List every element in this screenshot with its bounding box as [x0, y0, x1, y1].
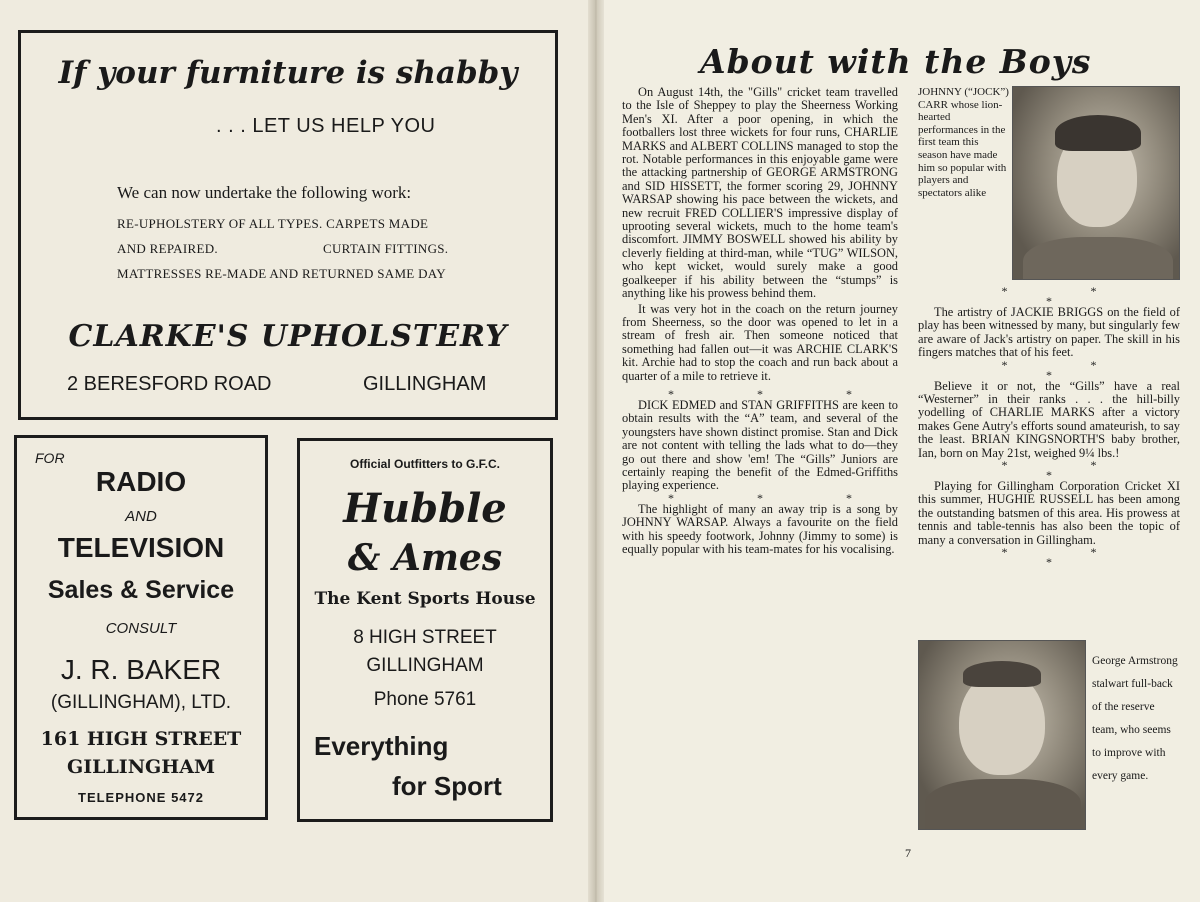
ad-company: (GILLINGHAM), LTD.: [50, 692, 232, 713]
carr-caption: JOHNNY (“JOCK”) CARR whose lion-hearted performances in the first team this season have made him so popular with players and spectators alike: [918, 86, 1009, 199]
ad-town: GILLINGHAM: [66, 756, 216, 778]
section-divider: * * *: [668, 490, 892, 505]
ad-and: AND: [125, 508, 157, 525]
book-gutter: [588, 0, 604, 902]
ad-town: GILLINGHAM: [363, 373, 487, 395]
section-divider: * * *: [1001, 545, 1137, 570]
ad-headline: If your furniture is shabby: [58, 55, 518, 91]
article-paragraph: The highlight of many an away trip is a song by JOHNNY WARSAP. Always a favourite on the field with his speedy footwork, Johnny (Jimmy to some) is equally popular with his team-mates for his vocalising.: [622, 501, 898, 556]
ad-ames-name: & Ames: [347, 537, 503, 579]
ad-sales-service: Sales & Service: [47, 576, 235, 604]
article-column-left: [622, 86, 898, 556]
ad-slogan-line2: for Sport: [392, 771, 502, 801]
ad-address: 2 BERESFORD ROAD: [67, 373, 272, 395]
ad-brand-name: CLARKE'S UPHOLSTERY: [68, 319, 508, 354]
article-paragraph: On August 14th, the "Gills" cricket team travelled to the Isle of Sheppey to play the Sheerness Working Men's XI. After a poor opening, in which the footballers lost three wickets for four runs, CHARLIE MARKS and ALBERT COLLINS managed to stop the rot. Notable performances in this enjoyable game were the attacking partnership of GEORGE ARMSTRONG and SID HISSETT, the former scoring 29, JOHNNY WARSAP showing his pace between the wickets, and new recruit FRED COLLIER'S impressive display of uprooting several wickets, much to the home team's discomfort. JIMMY BOSWELL showed his ability by cleverly fielding at third-man, while “TUG” WILSON, who kept wicket, would surely make a good goalkeeper if his ability between the “stumps” is anything like his prowess behind them.: [622, 85, 898, 301]
ad-street: 161 HIGH STREET: [40, 728, 242, 750]
armstrong-caption: George Armstrong stalwart full-back of the reserve team, who seems to improve with every game.: [1092, 655, 1178, 782]
article-paragraph: Playing for Gillingham Corporation Cricket XI this summer, HUGHIE RUSSELL has been among the outstanding batsmen of this area. His prowess at tennis and table-tennis has also been the topic of many a conversation in Gillingham.: [918, 479, 1180, 547]
ad-subline: . . . LET US HELP YOU: [216, 115, 436, 137]
clarkes-upholstery-ad: [18, 30, 558, 420]
ad-intro: We can now undertake the following work:: [117, 183, 412, 202]
hubble-ames-ad: [297, 438, 553, 822]
johnny-carr-photo: [1012, 86, 1180, 280]
ad-service-line: MATTRESSES RE-MADE AND RETURNED SAME DAY: [117, 266, 446, 281]
article-title: About with the Boys: [700, 42, 1092, 81]
ad-hubble-name: Hubble: [343, 485, 507, 532]
page-number: 7: [905, 846, 911, 860]
article-paragraph: Believe it or not, the “Gills” have a real “Westerner” in their ranks . . . the hill-billy yodelling of CHARLIE MARKS after a victory makes Gene Autry's efforts sound amateurish, to say the least. BRIAN KINGSNORTH'S baby brother, Ian, born on May 21st, weighed 9¼ lbs.!: [918, 378, 1180, 460]
ad-baker-name: J. R. BAKER: [60, 654, 222, 685]
jr-baker-ad: [14, 435, 268, 820]
article-paragraph: DICK EDMED and STAN GRIFFITHS are keen to obtain results with the “A” team, and several of the youngsters have shown distinct promise. Stan and Dick are not content with telling the lads what to do—they go out there and show 'em! The “Gills” Juniors are certainly reaping the benefit of the Edmed-Griffiths playing experience.: [622, 397, 898, 493]
ad-phone: Phone 5761: [373, 689, 477, 710]
ad-consult: CONSULT: [105, 620, 177, 637]
george-armstrong-photo: [918, 640, 1086, 830]
ad-service-line: CURTAIN FITTINGS.: [323, 241, 449, 256]
article-paragraph: It was very hot in the coach on the return journey from Sheerness, so the door was opened to let in a stream of fresh air. Then someone noticed that something had fallen out—it was ARCHIE CLARK'S kit. Archie had to stop the coach and run back about a quarter of a mile to retrieve it.: [622, 301, 898, 383]
section-divider: * * *: [1001, 284, 1137, 308]
ad-town: GILLINGHAM: [366, 655, 484, 676]
ad-service-line: RE-UPHOLSTERY OF ALL TYPES. CARPETS MADE: [117, 216, 429, 231]
ad-tagline: The Kent Sports House: [314, 589, 536, 609]
ad-radio: RADIO: [95, 466, 187, 497]
section-divider: * * *: [668, 386, 892, 401]
ad-slogan-line1: Everything: [314, 731, 449, 761]
ad-television: TELEVISION: [57, 532, 225, 563]
ad-for: FOR: [35, 450, 65, 466]
ad-street: 8 HIGH STREET: [353, 627, 497, 648]
ad-telephone: TELEPHONE 5472: [78, 790, 204, 805]
section-divider: * * *: [1001, 357, 1137, 382]
section-divider: * * *: [1001, 458, 1137, 483]
article-paragraph: The artistry of JACKIE BRIGGS on the field of play has been witnessed by many, but singularly few are aware of Jack's artistry on paper. The skill in his fingers matches that of his feet.: [918, 305, 1180, 360]
ad-official-outfitters: Official Outfitters to G.F.C.: [349, 457, 500, 471]
ad-service-line: AND REPAIRED.: [117, 241, 218, 256]
article-column-right: [918, 284, 1180, 570]
